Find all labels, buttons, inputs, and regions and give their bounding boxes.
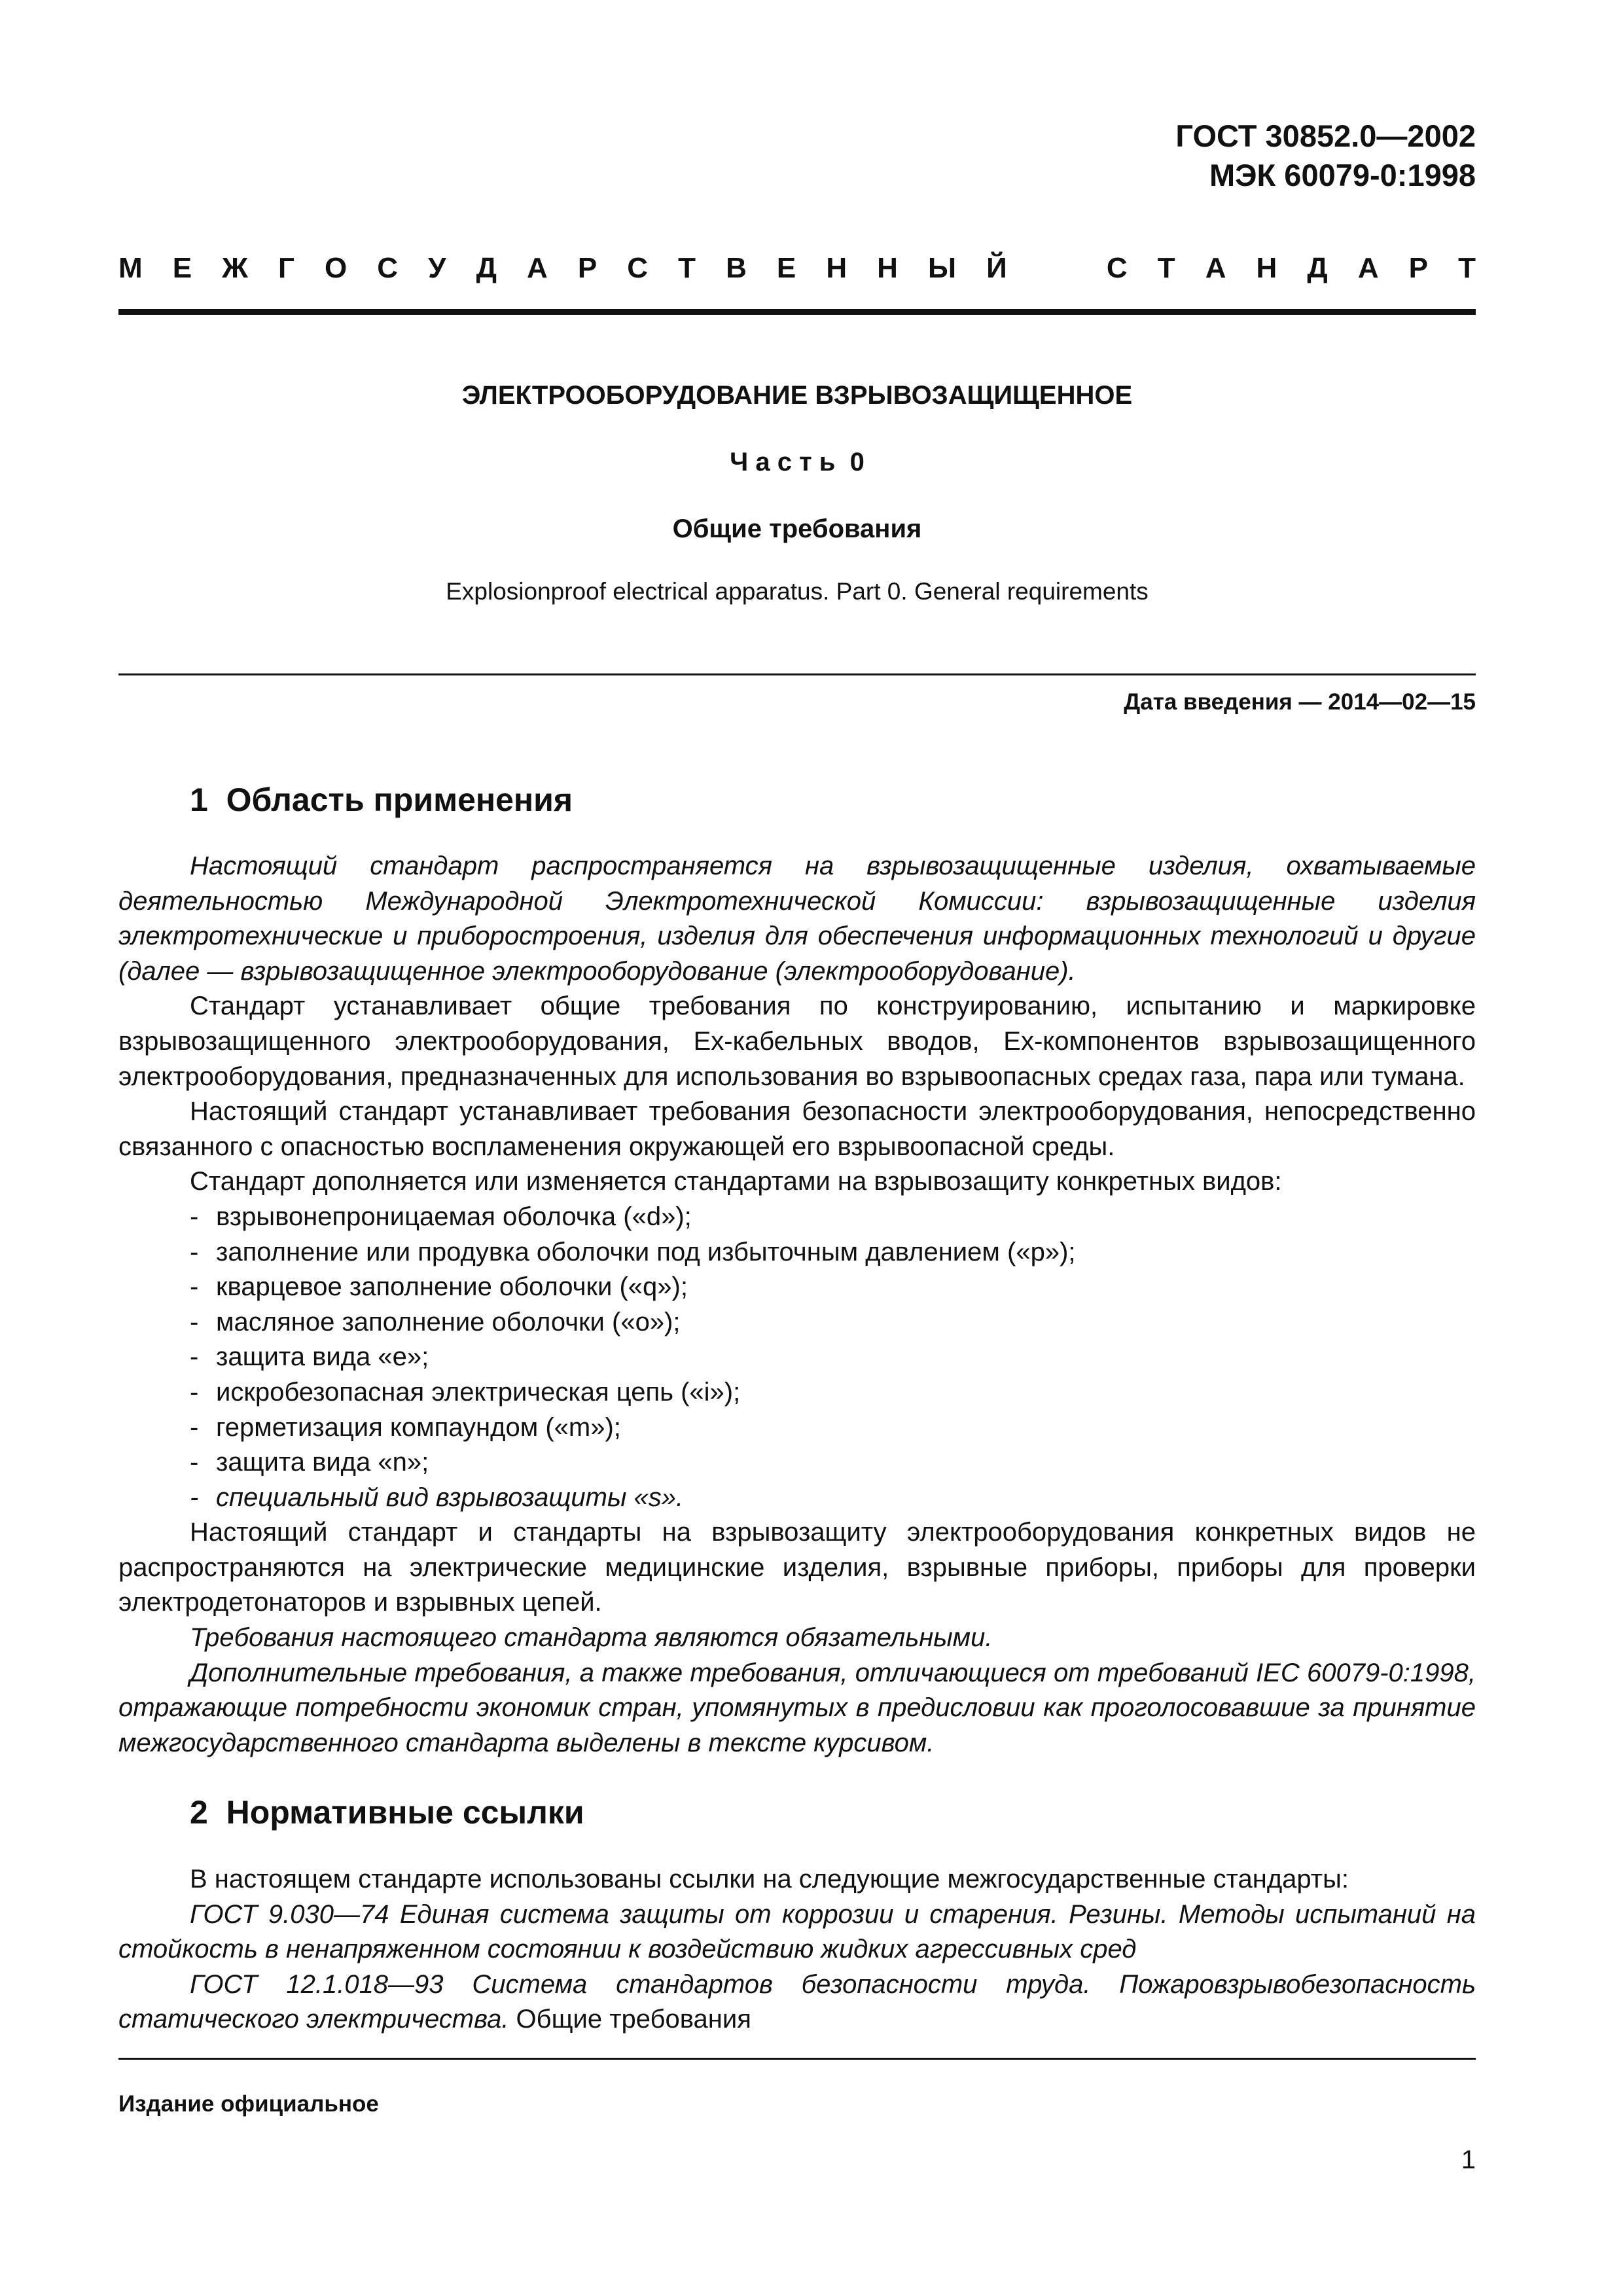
reference-tail: Общие требования xyxy=(508,2005,751,2034)
list-item-text: заполнение или продувка оболочки под избыточным давлением («p»); xyxy=(216,1237,1076,1266)
section-1-heading: 1 Область применения xyxy=(190,781,573,818)
list-item: - защита вида «e»; xyxy=(190,1342,429,1372)
list-item: - защита вида «n»; xyxy=(190,1448,429,1477)
iec-number: МЭК 60079-0:1998 xyxy=(1209,158,1476,192)
list-item: - специальный вид взрывозащиты «s». xyxy=(190,1482,684,1512)
list-item-text: защита вида «e»; xyxy=(216,1342,429,1372)
introduction-date: Дата введения — 2014—02—15 xyxy=(1124,689,1476,715)
banner-letter: Н xyxy=(1256,252,1277,284)
banner-letter: Г xyxy=(277,252,294,284)
paragraph: Настоящий стандарт и стандарты на взрывозащиту электрооборудования конкретных видов не распространяются на электрические медицинские изделия, взрывные приборы, приборы для проверки электродетонаторов и взрывных цепей. xyxy=(118,1518,1476,1617)
banner-letter: М xyxy=(118,252,143,284)
banner-letter: Т xyxy=(1458,252,1476,284)
part-label: Ч а с т ь 0 xyxy=(730,448,865,476)
page-number: 1 xyxy=(1461,2145,1476,2174)
section-2-heading: 2 Нормативные ссылки xyxy=(190,1794,584,1831)
list-item: - герметизация компаундом («m»); xyxy=(190,1412,621,1442)
document-title: ЭЛЕКТРООБОРУДОВАНИЕ ВЗРЫВОЗАЩИЩЕННОЕ xyxy=(461,381,1133,410)
paragraph: Настоящий стандарт устанавливает требования безопасности электрооборудования, непосредственно связанного с опасностью воспламенения окружающей его взрывоопасной среды. xyxy=(118,1097,1476,1161)
banner-letter: У xyxy=(428,252,446,284)
banner-letter: А xyxy=(1357,252,1379,284)
list-item: - кварцевое заполнение оболочки («q»); xyxy=(190,1272,688,1302)
list-item-text: герметизация компаундом («m»); xyxy=(216,1412,621,1442)
document-subtitle: Общие требования xyxy=(672,514,922,543)
banner-letter: Д xyxy=(1307,252,1328,284)
reference-item xyxy=(118,1967,1476,2037)
banner-letter: Т xyxy=(678,252,696,284)
section-2-body xyxy=(118,1862,1476,2037)
paragraph: Стандарт устанавливает общие требования по конструированию, испытанию и маркировке взрывозащищенного электрооборудования, Ex-кабельных вводов, Ex-компонентов взрывозащищенного электрооборудования, предназначенных для использования во взрывоопасных средах газа, пара или тумана. xyxy=(118,992,1476,1091)
banner-letter: Д xyxy=(476,252,497,284)
gost-number: ГОСТ 30852.0—2002 xyxy=(1175,118,1476,153)
list-item-text: специальный вид взрывозащиты «s». xyxy=(216,1482,684,1512)
title-rule xyxy=(118,673,1476,675)
list-item-text: искробезопасная электрическая цепь («i»); xyxy=(216,1377,741,1407)
header-rule-thick xyxy=(118,309,1476,315)
list-item-text: масляное заполнение оболочки («o»); xyxy=(216,1307,681,1336)
banner-letter: Ж xyxy=(222,252,248,284)
english-title: Explosionproof electrical apparatus. Part 0. General requirements xyxy=(446,578,1149,605)
banner-letter: С xyxy=(1106,252,1128,284)
footer-rule xyxy=(118,2058,1476,2060)
banner-letter: С xyxy=(377,252,399,284)
reference-item: ГОСТ 9.030—74 Единая система защиты от коррозии и старения. Резины. Методы испытаний на стойкость в ненапряженном состоянии к воздействию жидких агрессивных сред xyxy=(118,1899,1476,1964)
official-edition-label: Издание официальное xyxy=(118,2091,379,2117)
banner-letter: А xyxy=(1205,252,1226,284)
paragraph: Стандарт дополняется или изменяется стандартами на взрывозащиту конкретных видов: xyxy=(190,1167,1282,1196)
paragraph: Дополнительные требования, а также требования, отличающиеся от требований IEC 60079-0:1998, отражающие потребности экономик стран, упомянутых в предисловии как проголосовавшие за принятие межгосударственного стандарта выделены в тексте курсивом. xyxy=(118,1658,1476,1757)
standard-type-banner xyxy=(118,249,1476,288)
list-item-text: взрывонепроницаемая оболочка («d»); xyxy=(216,1202,692,1231)
paragraph: Требования настоящего стандарта являются обязательными. xyxy=(190,1623,993,1653)
list-item: - искробезопасная электрическая цепь («i»); xyxy=(190,1377,741,1407)
reference-title: ГОСТ 12.1.018—93 Система стандартов безопасности труда. Пожаровзрывобезопасность статического электричества. xyxy=(118,1969,1476,2034)
banner-letter: Й xyxy=(986,252,1007,284)
paragraph: В настоящем стандарте использованы ссылки на следующие межгосударственные стандарты: xyxy=(190,1865,1349,1893)
section-1-body xyxy=(118,849,1476,1761)
list-item: - взрывонепроницаемая оболочка («d»); xyxy=(190,1202,692,1231)
list-item-text: защита вида «n»; xyxy=(216,1448,429,1477)
paragraph: Настоящий стандарт распространяется на взрывозащищенные изделия, охватываемые деятельностью Международной Электротехнической Комиссии: взрывозащищенные изделия электротехнические и приборостроения, изделия для обеспечения информационных технологий и другие (далее — взрывозащищенное электрооборудование (электрооборудование). xyxy=(118,852,1476,986)
banner-letter: Р xyxy=(577,252,597,284)
banner-letter: В xyxy=(726,252,747,284)
banner-letter: Е xyxy=(172,252,192,284)
banner-letter: С xyxy=(627,252,649,284)
protection-types-list xyxy=(118,1200,1476,1515)
banner-letter: Н xyxy=(826,252,847,284)
banner-letter: Р xyxy=(1408,252,1429,284)
banner-letter: А xyxy=(527,252,548,284)
banner-letter: Т xyxy=(1157,252,1175,284)
list-item: - заполнение или продувка оболочки под избыточным давлением («p»); xyxy=(190,1237,1076,1266)
banner-letter: О xyxy=(325,252,348,284)
list-item-text: кварцевое заполнение оболочки («q»); xyxy=(216,1272,688,1302)
banner-letter: Е xyxy=(776,252,796,284)
list-item: - масляное заполнение оболочки («o»); xyxy=(190,1307,681,1336)
banner-letter: Н xyxy=(877,252,898,284)
banner-letter: Ы xyxy=(928,252,957,284)
